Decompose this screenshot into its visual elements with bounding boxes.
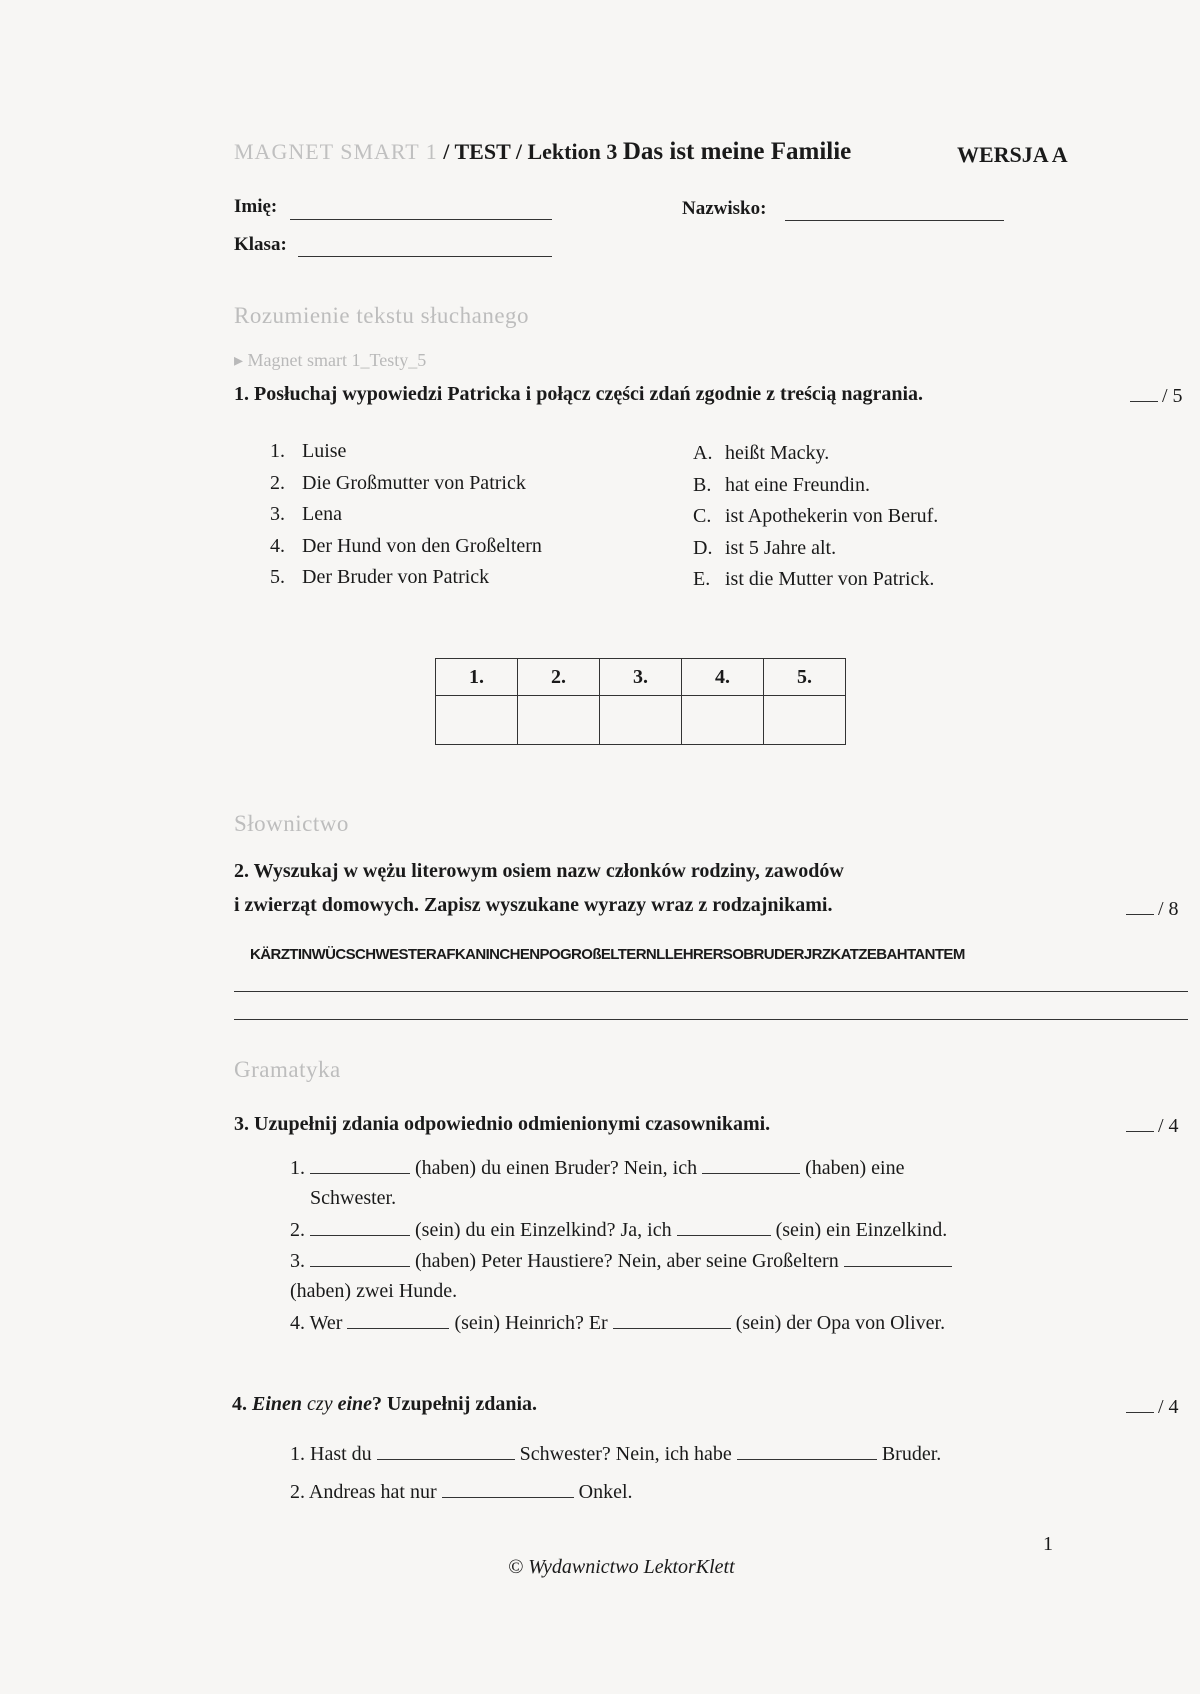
blank-input[interactable] [310, 1235, 410, 1236]
score-max: / 4 [1158, 1115, 1179, 1137]
class-label: Klasa: [234, 234, 287, 255]
audio-track-label: ▸ Magnet smart 1_Testy_5 [234, 350, 427, 370]
section-listening: Rozumienie tekstu słuchanego [234, 303, 530, 328]
list-item: B. hat eine Freundin. [693, 473, 870, 496]
letter-snake: KÄRZTINWÜCSCHWESTERAFKANINCHENPOGROßELTERNLLEHRERSOBRUDERJRZKATZEBAHTANTEM [250, 946, 965, 963]
blank-input[interactable] [613, 1328, 731, 1329]
list-item: 1. Luise [270, 440, 347, 462]
table-header: 3. [600, 659, 682, 696]
task-3-score [1126, 1115, 1179, 1138]
matching-right-list [693, 442, 938, 600]
score-blank[interactable] [1126, 1412, 1154, 1413]
first-name-field[interactable] [290, 219, 552, 220]
task-4-instruction: 4. Einen czy eine? Uzupełnij zdania. [232, 1393, 538, 1415]
score-max: / 4 [1158, 1396, 1179, 1418]
list-item: 5. Der Bruder von Patrick [270, 566, 490, 588]
task-2-score [1126, 898, 1179, 921]
blank-input[interactable] [737, 1459, 877, 1460]
list-item: A. heißt Macky. [693, 442, 830, 464]
blank-input[interactable] [702, 1173, 800, 1174]
task-3-instruction: 3. Uzupełnij zdania odpowiednio odmienionymi czasownikami. [234, 1113, 771, 1135]
answer-cell[interactable] [764, 696, 846, 745]
answer-cell[interactable] [600, 696, 682, 745]
answer-line[interactable] [234, 991, 1188, 992]
list-item: 4. Der Hund von den Großeltern [270, 534, 542, 557]
task-2-instruction-line1: 2. Wyszukaj w wężu literowym osiem nazw członków rodziny, zawodów [234, 860, 844, 882]
last-name-field[interactable] [785, 220, 1004, 221]
section-vocabulary: Słownictwo [234, 811, 349, 836]
answer-cell[interactable] [436, 696, 518, 745]
sentence-3-4: 4. Wer (sein) Heinrich? Er (sein) der Opa von Oliver. [290, 1312, 946, 1334]
sentence-3-1: 1. (haben) du einen Bruder? Nein, ich (haben) eine [290, 1157, 905, 1179]
score-blank[interactable] [1130, 401, 1158, 402]
copyright-footer: © Wydawnictwo LektorKlett [508, 1556, 735, 1578]
last-name-label: Nazwisko: [682, 198, 767, 219]
page-title: Das ist meine Familie [622, 138, 852, 165]
answer-line[interactable] [234, 1019, 1188, 1020]
blank-input[interactable] [442, 1497, 574, 1498]
sentence-3-2: 2. (sein) du ein Einzelkind? Ja, ich (sein) ein Einzelkind. [290, 1219, 948, 1241]
blank-input[interactable] [844, 1266, 952, 1267]
score-blank[interactable] [1126, 1131, 1154, 1132]
answer-cell[interactable] [682, 696, 764, 745]
list-item: C. ist Apothekerin von Beruf. [693, 505, 939, 527]
answer-cell[interactable] [518, 696, 600, 745]
table-header: 2. [518, 659, 600, 696]
class-field[interactable] [298, 256, 552, 257]
section-grammar: Gramatyka [234, 1057, 341, 1082]
test-label: / TEST / Lektion 3 [437, 139, 623, 164]
list-item: D. ist 5 Jahre alt. [693, 536, 837, 559]
score-max: / 5 [1162, 385, 1183, 407]
sentence-4-1: 1. Hast du Schwester? Nein, ich habe Bruder. [290, 1443, 942, 1465]
blank-input[interactable] [310, 1173, 410, 1174]
score-blank[interactable] [1126, 914, 1154, 915]
table-header: 1. [436, 659, 518, 696]
blank-input[interactable] [310, 1266, 410, 1267]
task-2-instruction-line2: i zwierząt domowych. Zapisz wyszukane wyrazy wraz z rodzajnikami. [234, 894, 833, 916]
list-item: 3. Lena [270, 503, 342, 525]
sentence-4-2: 2. Andreas hat nur Onkel. [290, 1481, 633, 1503]
document-header [234, 138, 851, 166]
table-header: 5. [764, 659, 846, 696]
matching-left-list [270, 440, 542, 598]
blank-input[interactable] [347, 1328, 449, 1329]
sentence-3-3-cont: (haben) zwei Hunde. [290, 1280, 458, 1302]
page-number: 1 [1043, 1533, 1053, 1555]
task-4-score [1126, 1396, 1179, 1419]
version-label: WERSJA A [957, 142, 1068, 167]
sentence-3-1-cont: Schwester. [310, 1187, 397, 1209]
sentence-3-3: 3. (haben) Peter Haustiere? Nein, aber seine Großeltern [290, 1250, 952, 1273]
task-1-instruction: 1. Posłuchaj wypowiedzi Patricka i połącz części zdań zgodnie z treścią nagrania. [234, 383, 923, 405]
list-item: E. ist die Mutter von Patrick. [693, 568, 935, 590]
list-item: 2. Die Großmutter von Patrick [270, 471, 526, 494]
first-name-label: Imię: [234, 196, 278, 217]
blank-input[interactable] [377, 1459, 515, 1460]
task-1-score [1130, 385, 1183, 408]
score-max: / 8 [1158, 898, 1179, 920]
blank-input[interactable] [677, 1235, 771, 1236]
table-header: 4. [682, 659, 764, 696]
series-name: MAGNET SMART 1 [234, 139, 438, 164]
answer-table [435, 658, 846, 745]
